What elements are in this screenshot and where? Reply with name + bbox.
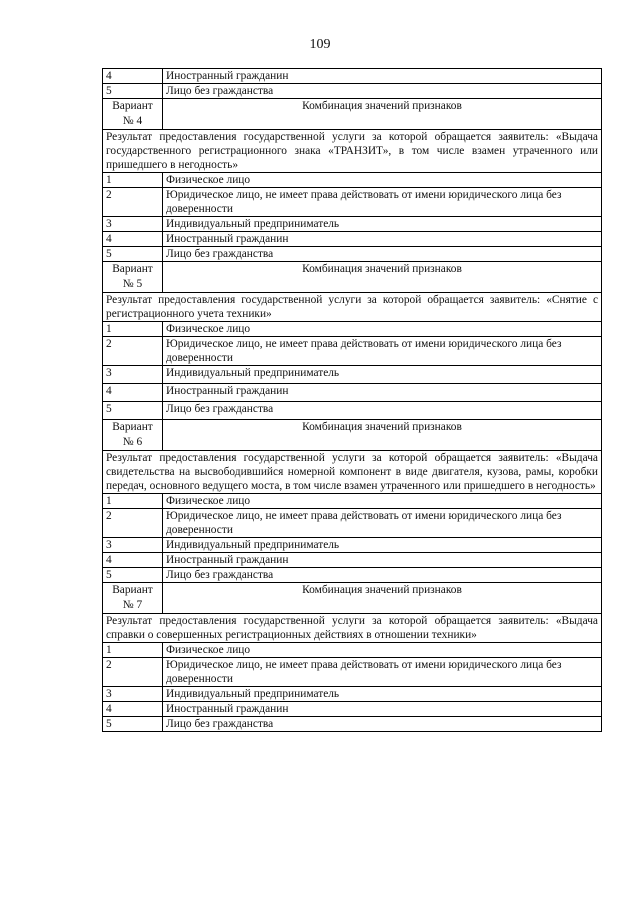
row-text: Индивидуальный предприниматель <box>163 538 602 553</box>
variant-prefix: Вариант <box>112 421 153 433</box>
row-number: 4 <box>103 384 163 402</box>
row-text: Физическое лицо <box>163 173 602 188</box>
combination-header: Комбинация значений признаков <box>163 262 602 293</box>
result-text: Результат предоставления государственной услуги за которой обращается заявитель: «Снятие с регистрационного учета техники» <box>103 293 602 322</box>
row-text: Физическое лицо <box>163 322 602 337</box>
row-number: 3 <box>103 366 163 384</box>
variant-header-row <box>103 99 602 130</box>
row-text: Лицо без гражданства <box>163 402 602 420</box>
row-text: Лицо без гражданства <box>163 568 602 583</box>
row-number: 1 <box>103 643 163 658</box>
combination-header: Комбинация значений признаков <box>163 99 602 130</box>
row-number: 5 <box>103 402 163 420</box>
table-row <box>103 702 602 717</box>
row-text: Лицо без гражданства <box>163 247 602 262</box>
variant-prefix: Вариант <box>112 584 153 596</box>
row-text: Лицо без гражданства <box>163 717 602 732</box>
table-row <box>103 384 602 402</box>
row-number: 2 <box>103 337 163 366</box>
row-text: Индивидуальный предприниматель <box>163 366 602 384</box>
combination-header: Комбинация значений признаков <box>163 420 602 451</box>
row-number: 5 <box>103 568 163 583</box>
table-row <box>103 402 602 420</box>
row-number: 1 <box>103 322 163 337</box>
row-text: Юридическое лицо, не имеет права действовать от имени юридического лица без доверенности <box>163 337 602 366</box>
row-text: Лицо без гражданства <box>163 84 602 99</box>
row-number: 1 <box>103 494 163 509</box>
table-row <box>103 232 602 247</box>
row-number: 2 <box>103 188 163 217</box>
table-row <box>103 538 602 553</box>
row-text: Иностранный гражданин <box>163 232 602 247</box>
row-number: 2 <box>103 509 163 538</box>
page-number: 109 <box>309 37 331 52</box>
table-row <box>103 509 602 538</box>
row-text: Иностранный гражданин <box>163 553 602 568</box>
combination-header: Комбинация значений признаков <box>163 583 602 614</box>
row-text: Юридическое лицо, не имеет права действовать от имени юридического лица без доверенности <box>163 658 602 687</box>
result-text: Результат предоставления государственной услуги за которой обращается заявитель: «Выдача справки о совершенных регистрационных действиях в отношении техники» <box>103 614 602 643</box>
row-number: 3 <box>103 687 163 702</box>
row-number: 2 <box>103 658 163 687</box>
variant-prefix: Вариант <box>112 100 153 112</box>
table-row <box>103 247 602 262</box>
row-text: Юридическое лицо, не имеет права действовать от имени юридического лица без доверенности <box>163 509 602 538</box>
table-row <box>103 687 602 702</box>
row-text: Индивидуальный предприниматель <box>163 217 602 232</box>
table-row <box>103 568 602 583</box>
row-number: 4 <box>103 553 163 568</box>
table-row <box>103 553 602 568</box>
result-row <box>103 614 602 643</box>
table-row <box>103 84 602 99</box>
row-number: 3 <box>103 538 163 553</box>
row-text: Индивидуальный предприниматель <box>163 687 602 702</box>
table-row <box>103 658 602 687</box>
row-number: 4 <box>103 702 163 717</box>
variant-label <box>103 583 163 614</box>
variant-number: № 4 <box>122 115 143 127</box>
table-row <box>103 366 602 384</box>
variants-table <box>102 68 602 732</box>
table-row <box>103 717 602 732</box>
row-number: 3 <box>103 217 163 232</box>
row-number: 5 <box>103 247 163 262</box>
table-row <box>103 188 602 217</box>
result-row <box>103 451 602 494</box>
variant-label <box>103 99 163 130</box>
variant-number: № 7 <box>122 599 143 611</box>
variant-prefix: Вариант <box>112 263 153 275</box>
table-row <box>103 322 602 337</box>
row-text: Физическое лицо <box>163 643 602 658</box>
variant-number: № 5 <box>122 278 143 290</box>
variant-label <box>103 262 163 293</box>
variant-header-row <box>103 420 602 451</box>
variant-number: № 6 <box>122 436 143 448</box>
result-row <box>103 130 602 173</box>
result-text: Результат предоставления государственной услуги за которой обращается заявитель: «Выдача государственного регистрационного знака «ТРАНЗИТ», в том числе взамен утраченного или пришедшего в негодность» <box>103 130 602 173</box>
row-number: 5 <box>103 84 163 99</box>
table-row <box>103 217 602 232</box>
variant-label <box>103 420 163 451</box>
variant-header-row <box>103 583 602 614</box>
row-text: Иностранный гражданин <box>163 384 602 402</box>
result-row <box>103 293 602 322</box>
table-row <box>103 494 602 509</box>
table-row <box>103 173 602 188</box>
row-number: 4 <box>103 232 163 247</box>
row-number: 1 <box>103 173 163 188</box>
row-number: 4 <box>103 69 163 84</box>
row-text: Иностранный гражданин <box>163 69 602 84</box>
variant-header-row <box>103 262 602 293</box>
row-text: Иностранный гражданин <box>163 702 602 717</box>
table-row <box>103 337 602 366</box>
table-row <box>103 643 602 658</box>
row-number: 5 <box>103 717 163 732</box>
table-row <box>103 69 602 84</box>
result-text: Результат предоставления государственной услуги за которой обращается заявитель: «Выдача свидетельства на высвободившийся номерной компонент в виде двигателя, кузова, рамы, коробки передач, основного ведущего моста, в том числе взамен утраченного или пришедшего в негодность» <box>103 451 602 494</box>
row-text: Юридическое лицо, не имеет права действовать от имени юридического лица без доверенности <box>163 188 602 217</box>
row-text: Физическое лицо <box>163 494 602 509</box>
